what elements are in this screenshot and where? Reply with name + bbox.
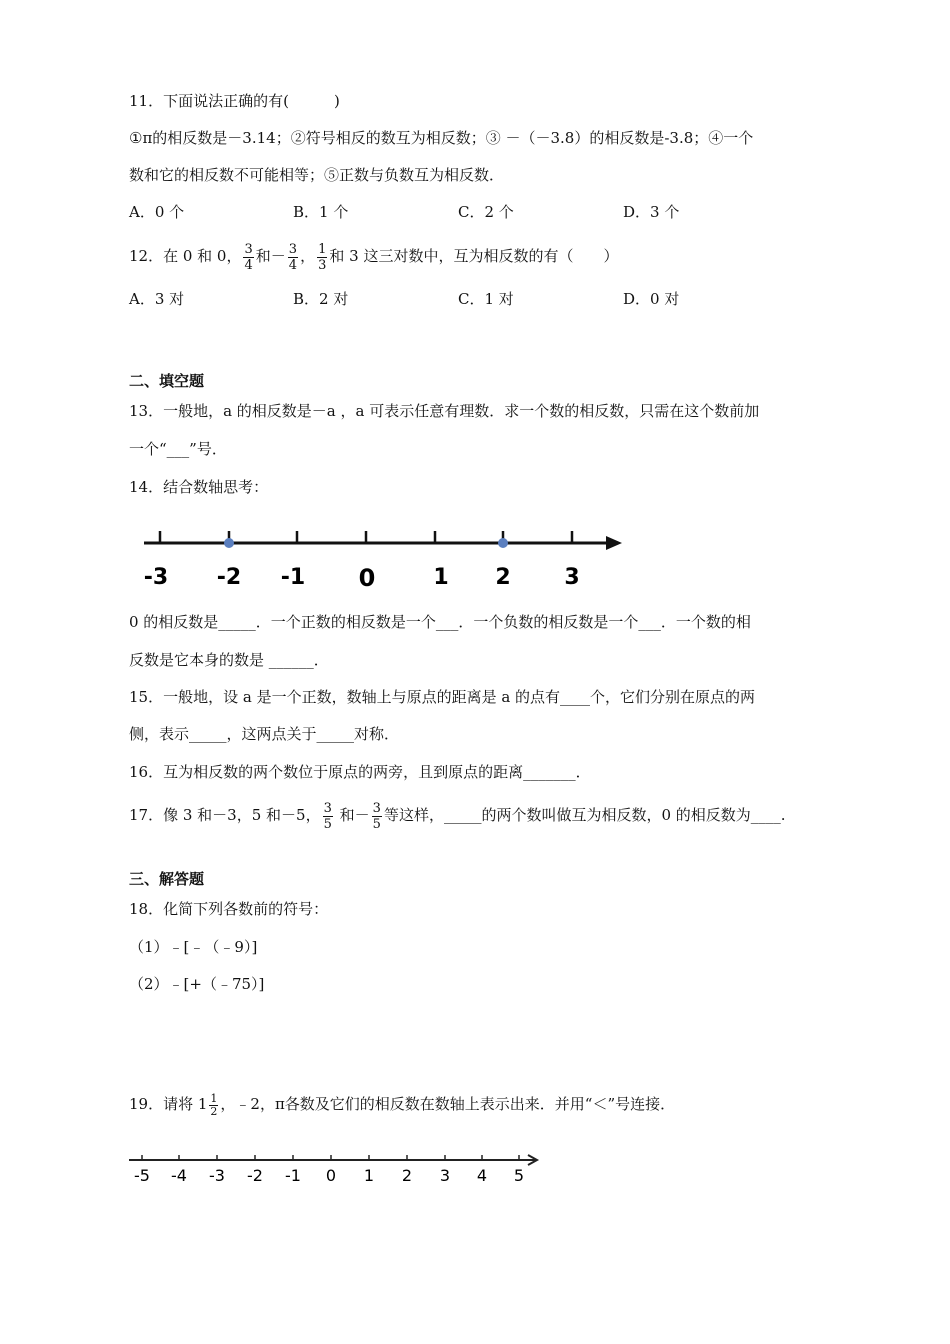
q19-axis-label: -3 [209, 1166, 225, 1185]
q18-stem: 18．化简下列各数前的符号： [129, 900, 329, 918]
q12-fraction-1-numerator: 3 [244, 241, 253, 257]
q12-option-a: A．3 对 [129, 290, 185, 308]
q17-fraction-2-numerator: 3 [372, 800, 381, 816]
q12-fraction-1 [243, 242, 253, 273]
q12-option-c: C．1 对 [458, 290, 514, 308]
q17-fraction-2-denominator: 5 [372, 816, 381, 832]
q14-point-neg2 [224, 538, 234, 548]
q14-stem: 14．结合数轴思考： [129, 478, 269, 496]
q11-option-a: A．0 个 [129, 203, 185, 221]
q19-axis-label: 1 [363, 1166, 375, 1185]
q17-mid: 和－ [339, 806, 370, 824]
q19-fraction-denominator: 2 [210, 1104, 218, 1118]
q14-axis-arrow [606, 536, 622, 550]
q19-axis-label: -2 [247, 1166, 263, 1185]
q12-option-d: D．0 对 [623, 290, 680, 308]
q14-line1: 0 的相反数是_____．一个正数的相反数是一个___．一个负数的相反数是一个___．一个数的相 [129, 613, 751, 631]
q19-suffix: ，﹣2，π各数及它们的相反数在数轴上表示出来．并用“＜”号连接． [220, 1095, 676, 1113]
q14-point-pos2 [498, 538, 508, 548]
q12-fraction-2-numerator: 3 [288, 241, 298, 257]
q14-axis-label: -2 [216, 565, 242, 590]
q12-prefix: 12．在 0 和 0， [129, 247, 242, 265]
q14-number-line [130, 522, 640, 594]
q12-fraction-3-numerator: 1 [318, 241, 327, 257]
q12-fraction-3-denominator: 3 [318, 257, 327, 273]
q19-axis-label: 4 [476, 1166, 488, 1185]
q14-axis-label: 2 [495, 565, 511, 590]
section-heading-solve: 三、解答题 [129, 870, 205, 888]
q18-item-2: （2）﹣[+（﹣75）] [129, 975, 265, 993]
q12-option-b: B．2 对 [293, 290, 349, 308]
q19-axis-label: 3 [439, 1166, 451, 1185]
q11-stem: 11．下面说法正确的有( ) [129, 92, 340, 110]
q11-option-b: B．1 个 [293, 203, 349, 221]
q19-axis-label: -4 [171, 1166, 187, 1185]
q12-fraction-1-denominator: 4 [244, 257, 253, 273]
q17-fraction-2 [372, 801, 382, 832]
q12-mid-1: 和－ [255, 247, 286, 265]
q12-fraction-3 [317, 242, 327, 273]
section-heading-fill-in: 二、填空题 [129, 372, 205, 390]
q19-axis-label: -1 [285, 1166, 301, 1185]
q14-axis-label: 1 [433, 565, 449, 590]
q12-stem [129, 236, 618, 276]
q19-axis-label: 2 [401, 1166, 413, 1185]
q14-line2: 反数是它本身的数是 ______． [129, 651, 329, 669]
q11-option-d: D．3 个 [623, 203, 680, 221]
q11-statement-line1: ①π的相反数是－3.14；②符号相反的数互为相反数；③ －（－3.8）的相反数是-3.8；④一个 [129, 129, 754, 147]
q19-axis-label: 0 [325, 1166, 337, 1185]
q14-axis-label: 3 [564, 565, 580, 590]
q17-fraction-1 [323, 801, 333, 832]
q16-stem: 16．互为相反数的两个数位于原点的两旁，且到原点的距离_______． [129, 763, 591, 781]
q18-item-1: （1）﹣[﹣（﹣9）] [129, 938, 258, 956]
q12-mid-2: ， [300, 247, 316, 265]
q11-statement-line2: 数和它的相反数不可能相等；⑤正数与负数互为相反数． [129, 166, 505, 184]
q15-line2: 侧，表示_____，这两点关于_____对称． [129, 725, 400, 743]
q14-axis-label: -3 [143, 565, 169, 590]
q12-fraction-2 [288, 242, 298, 273]
q17-fraction-1-numerator: 3 [323, 800, 332, 816]
q17-stem [129, 795, 786, 835]
q17-suffix: 等这样，_____的两个数叫做互为相反数，0 的相反数为____. [383, 806, 786, 824]
q19-stem [129, 1086, 675, 1122]
q17-prefix: 17．像 3 和－3，5 和－5， [129, 806, 321, 824]
q13-line1: 13．一般地，a 的相反数是－a ，a 可表示任意有理数．求一个数的相反数，只需在这个数前加 [129, 402, 760, 420]
q14-axis-label: -1 [280, 565, 306, 590]
q19-number-line [125, 1150, 550, 1190]
q12-suffix: 和 3 这三对数中，互为相反数的有（ ） [329, 247, 619, 265]
q14-axis-label: 0 [358, 564, 376, 592]
q19-fraction-numerator: 1 [210, 1091, 218, 1105]
q13-line2: 一个“___”号． [129, 440, 227, 458]
q15-line1: 15．一般地，设 a 是一个正数，数轴上与原点的距离是 a 的点有____个，它们分别在原点的两 [129, 688, 756, 706]
q19-axis-label: 5 [513, 1166, 525, 1185]
q17-fraction-1-denominator: 5 [323, 816, 332, 832]
q19-prefix: 19．请将 1 [129, 1095, 208, 1113]
q12-fraction-2-denominator: 4 [288, 257, 298, 273]
q19-fraction [209, 1093, 218, 1118]
q11-option-c: C．2 个 [458, 203, 514, 221]
q19-axis-label: -5 [134, 1166, 150, 1185]
